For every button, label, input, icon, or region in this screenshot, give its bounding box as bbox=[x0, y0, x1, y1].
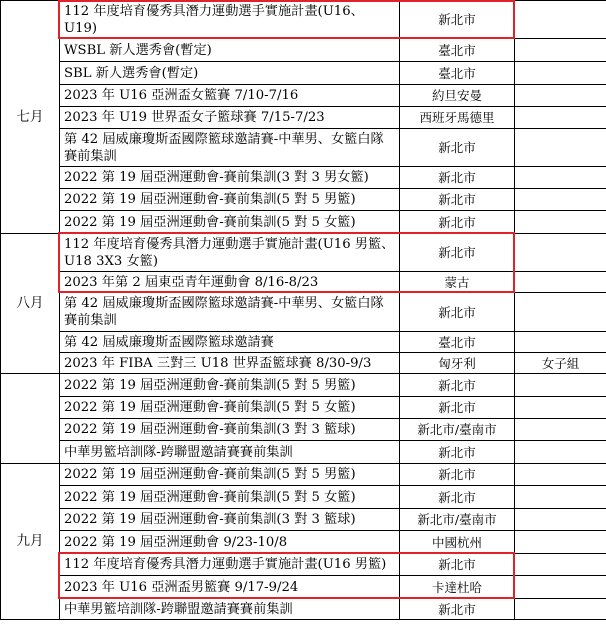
schedule-row bbox=[1, 441, 606, 464]
note-cell bbox=[515, 62, 606, 85]
location-cell: 臺北市 bbox=[400, 62, 515, 85]
event-cell: WSBL 新人選秀會(暫定) bbox=[60, 39, 400, 62]
event-cell: 2022 第 19 屆亞洲運動會-賽前集訓(5 對 5 男籃) bbox=[60, 464, 400, 486]
note-cell bbox=[515, 189, 606, 211]
location-cell: 新北市 bbox=[400, 293, 515, 332]
note-cell bbox=[515, 332, 606, 353]
location-cell: 新北市 bbox=[400, 486, 515, 509]
schedule-row bbox=[1, 332, 606, 353]
note-cell bbox=[515, 234, 606, 272]
note-cell bbox=[515, 464, 606, 486]
schedule-row bbox=[1, 374, 606, 397]
schedule-row bbox=[1, 397, 606, 419]
event-cell: 112 年度培育優秀具潛力運動選手實施計畫(U16、U19) bbox=[60, 1, 400, 39]
note-cell bbox=[515, 509, 606, 531]
event-cell: 2023 年 U19 世界盃女子籃球賽 7/15-7/23 bbox=[60, 107, 400, 129]
event-cell: 中華男籃培訓隊-跨聯盟邀請賽賽前集訓 bbox=[60, 599, 400, 620]
location-cell: 約旦安曼 bbox=[400, 85, 515, 107]
location-cell: 新北市 bbox=[400, 397, 515, 419]
note-cell bbox=[515, 419, 606, 441]
location-cell: 新北市 bbox=[400, 167, 515, 189]
schedule-row bbox=[1, 486, 606, 509]
event-cell: 2022 第 19 屆亞洲運動會-賽前集訓(5 對 5 男籃) bbox=[60, 374, 400, 397]
location-cell: 中國杭州 bbox=[400, 531, 515, 554]
schedule-row bbox=[1, 554, 606, 576]
schedule-row bbox=[1, 62, 606, 85]
note-cell bbox=[515, 272, 606, 293]
event-cell: 2023 年 U16 亞洲盃男籃賽 9/17-9/24 bbox=[60, 576, 400, 599]
note-cell bbox=[515, 397, 606, 419]
schedule-row bbox=[1, 293, 606, 332]
event-cell: SBL 新人選秀會(暫定) bbox=[60, 62, 400, 85]
note-cell bbox=[515, 211, 606, 234]
event-cell: 第 42 屆威廉瓊斯盃國際籃球邀請賽 bbox=[60, 332, 400, 353]
note-cell bbox=[515, 599, 606, 620]
schedule-row bbox=[1, 464, 606, 486]
schedule-row bbox=[1, 39, 606, 62]
note-cell bbox=[515, 85, 606, 107]
note-cell bbox=[515, 374, 606, 397]
month-cell bbox=[1, 374, 60, 464]
schedule-row bbox=[1, 599, 606, 620]
schedule-row bbox=[1, 419, 606, 441]
note-cell bbox=[515, 107, 606, 129]
event-cell: 2022 第 19 屆亞洲運動會-賽前集訓(5 對 5 女籃) bbox=[60, 211, 400, 234]
location-cell: 新北市 bbox=[400, 234, 515, 272]
schedule-row bbox=[1, 234, 606, 272]
note-cell bbox=[515, 293, 606, 332]
schedule-row bbox=[1, 353, 606, 374]
event-cell: 2022 第 19 屆亞洲運動會-賽前集訓(3 對 3 籃球) bbox=[60, 509, 400, 531]
schedule-row bbox=[1, 189, 606, 211]
location-cell: 臺北市 bbox=[400, 39, 515, 62]
note-cell: 女子組 bbox=[515, 353, 606, 374]
location-cell: 新北市/臺南市 bbox=[400, 419, 515, 441]
location-cell: 新北市 bbox=[400, 189, 515, 211]
note-cell bbox=[515, 1, 606, 39]
location-cell: 臺北市 bbox=[400, 332, 515, 353]
schedule-body bbox=[1, 1, 606, 620]
note-cell bbox=[515, 129, 606, 167]
event-cell: 第 42 屆威廉瓊斯盃國際籃球邀請賽-中華男、女籃白隊賽前集訓 bbox=[60, 293, 400, 332]
note-cell bbox=[515, 441, 606, 464]
note-cell bbox=[515, 486, 606, 509]
schedule-row bbox=[1, 531, 606, 554]
location-cell: 新北市 bbox=[400, 374, 515, 397]
location-cell: 西班牙馬德里 bbox=[400, 107, 515, 129]
event-cell: 2022 第 19 屆亞洲運動會-賽前集訓(5 對 5 女籃) bbox=[60, 486, 400, 509]
location-cell: 新北市 bbox=[400, 464, 515, 486]
location-cell: 新北市 bbox=[400, 554, 515, 576]
event-cell: 第 42 屆威廉瓊斯盃國際籃球邀請賽-中華男、女籃白隊賽前集訓 bbox=[60, 129, 400, 167]
month-cell: 八月 bbox=[1, 234, 60, 374]
event-cell: 112 年度培育優秀具潛力運動選手實施計畫(U16 男籃) bbox=[60, 554, 400, 576]
note-cell bbox=[515, 554, 606, 576]
schedule-row bbox=[1, 129, 606, 167]
schedule-row bbox=[1, 167, 606, 189]
event-cell: 2022 第 19 屆亞洲運動會-賽前集訓(3 對 3 男女籃) bbox=[60, 167, 400, 189]
schedule-row bbox=[1, 509, 606, 531]
note-cell bbox=[515, 167, 606, 189]
event-cell: 2023 年 FIBA 三對三 U18 世界盃籃球賽 8/30-9/3 bbox=[60, 353, 400, 374]
location-cell: 蒙古 bbox=[400, 272, 515, 293]
location-cell: 匈牙利 bbox=[400, 353, 515, 374]
location-cell: 新北市 bbox=[400, 599, 515, 620]
event-cell: 2022 第 19 屆亞洲運動會-賽前集訓(5 對 5 女籃) bbox=[60, 397, 400, 419]
event-cell: 2022 第 19 屆亞洲運動會-賽前集訓(3 對 3 籃球) bbox=[60, 419, 400, 441]
schedule-row bbox=[1, 107, 606, 129]
note-cell bbox=[515, 39, 606, 62]
month-cell: 七月 bbox=[1, 1, 60, 234]
schedule-row bbox=[1, 211, 606, 234]
location-cell: 新北市 bbox=[400, 441, 515, 464]
note-cell bbox=[515, 576, 606, 599]
note-cell bbox=[515, 531, 606, 554]
event-cell: 112 年度培育優秀具潛力運動選手實施計畫(U16 男籃、U18 3X3 女籃) bbox=[60, 234, 400, 272]
event-cell: 2022 第 19 屆亞洲運動會 9/23-10/8 bbox=[60, 531, 400, 554]
schedule-row bbox=[1, 576, 606, 599]
schedule-row bbox=[1, 272, 606, 293]
location-cell: 新北市 bbox=[400, 211, 515, 234]
location-cell: 新北市/臺南市 bbox=[400, 509, 515, 531]
schedule-row bbox=[1, 85, 606, 107]
month-cell: 九月 bbox=[1, 464, 60, 620]
location-cell: 新北市 bbox=[400, 1, 515, 39]
event-cell: 中華男籃培訓隊-跨聯盟邀請賽賽前集訓 bbox=[60, 441, 400, 464]
schedule-row bbox=[1, 1, 606, 39]
location-cell: 新北市 bbox=[400, 129, 515, 167]
location-cell: 卡達杜哈 bbox=[400, 576, 515, 599]
event-cell: 2023 年第 2 屆東亞青年運動會 8/16-8/23 bbox=[60, 272, 400, 293]
event-cell: 2022 第 19 屆亞洲運動會-賽前集訓(5 對 5 男籃) bbox=[60, 189, 400, 211]
event-cell: 2023 年 U16 亞洲盃女籃賽 7/10-7/16 bbox=[60, 85, 400, 107]
